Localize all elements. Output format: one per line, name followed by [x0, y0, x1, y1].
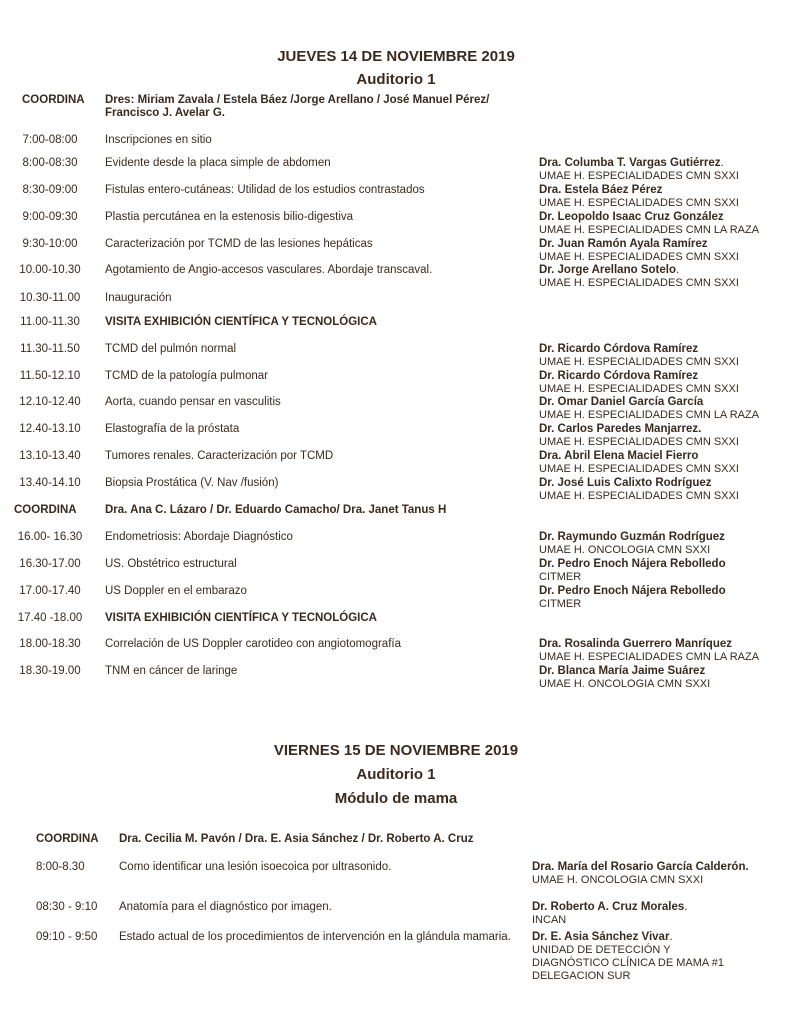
session-topic: Endometriosis: Abordaje Diagnóstico — [105, 531, 293, 543]
speaker-institution: UMAE H. ONCOLOGIA CMN SXXI — [532, 874, 704, 886]
time-slot: 9:00-09:30 — [22, 211, 78, 223]
time-slot: 17.40 -18.00 — [17, 612, 83, 624]
speaker-name: Dr. Jorge Arellano Sotelo. — [539, 264, 680, 276]
session-topic: Fistulas entero-cutáneas: Utilidad de los estudios contrastados — [105, 184, 425, 196]
coord2-text: Dra. Ana C. Lázaro / Dr. Eduardo Camacho/ Dra. Janet Tanus H — [105, 504, 447, 516]
speaker-name: Dra. Rosalinda Guerrero Manríquez — [539, 638, 732, 650]
day1-title: JUEVES 14 DE NOVIEMBRE 2019 — [277, 48, 515, 65]
time-slot: 10.30-11.00 — [19, 292, 81, 304]
session-topic: Anatomía para el diagnóstico por imagen. — [119, 901, 332, 913]
speaker-institution: UNIDAD DE DETECCIÓN Y — [532, 944, 671, 956]
day2-coord-text: Dra. Cecilia M. Pavón / Dra. E. Asia Sánchez / Dr. Roberto A. Cruz — [119, 833, 474, 845]
time-slot: 11.30-11.50 — [20, 343, 80, 355]
session-topic: TCMD de la patología pulmonar — [105, 370, 268, 382]
session-topic: Biopsia Prostática (V. Nav /fusión) — [105, 477, 279, 489]
session-topic: VISITA EXHIBICIÓN CIENTÍFICA Y TECNOLÓGICA — [105, 612, 377, 624]
speaker-name: Dra. Estela Báez Pérez — [539, 184, 663, 196]
time-slot: 09:10 - 9:50 — [36, 931, 98, 943]
speaker-institution: UMAE H. ESPECIALIDADES CMN SXXI — [539, 251, 739, 263]
coord1-line2: Francisco J. Avelar G. — [105, 107, 225, 119]
day2-venue: Auditorio 1 — [356, 766, 436, 783]
speaker-institution: UMAE H. ESPECIALIDADES CMN SXXI — [539, 277, 739, 289]
session-topic: Inscripciones en sitio — [105, 134, 212, 146]
session-topic: Evidente desde la placa simple de abdomen — [105, 157, 331, 169]
time-slot: 8:00-8.30 — [36, 861, 85, 873]
speaker-name: Dr. Juan Ramón Ayala Ramírez — [539, 238, 708, 250]
day2-module: Módulo de mama — [334, 790, 458, 807]
time-slot: 10.00-10.30 — [19, 264, 81, 276]
speaker-name: Dr. Raymundo Guzmán Rodríguez — [539, 531, 725, 543]
speaker-name: Dr. Ricardo Córdova Ramírez — [539, 343, 699, 355]
speaker-institution: UMAE H. ESPECIALIDADES CMN LA RAZA — [539, 651, 760, 663]
time-slot: 11.00-11.30 — [20, 316, 80, 328]
time-slot: 16.00- 16.30 — [17, 531, 83, 543]
speaker-institution: DELEGACION SUR — [532, 970, 631, 982]
session-topic: TCMD del pulmón normal — [105, 343, 237, 355]
session-topic: Como identificar una lesión isoecoica por ultrasonido. — [119, 861, 392, 873]
speaker-name: Dra. María del Rosario García Calderón. — [532, 861, 749, 873]
coord1-label: COORDINA — [22, 94, 85, 106]
time-slot: 12.10-12.40 — [19, 396, 81, 408]
time-slot: 8:30-09:00 — [22, 184, 78, 196]
speaker-institution: UMAE H. ESPECIALIDADES CMN LA RAZA — [539, 224, 760, 236]
coord1-line1: Dres: Miriam Zavala / Estela Báez /Jorge Arellano / José Manuel Pérez/ — [105, 94, 490, 106]
time-slot: 08:30 - 9:10 — [36, 901, 98, 913]
speaker-name: Dr. Omar Daniel García García — [539, 396, 704, 408]
speaker-institution: UMAE H. ONCOLOGIA CMN SXXI — [539, 678, 711, 690]
speaker-institution: UMAE H. ESPECIALIDADES CMN SXXI — [539, 356, 739, 368]
speaker-institution: UMAE H. ESPECIALIDADES CMN SXXI — [539, 197, 739, 209]
speaker-name: Dr. Ricardo Córdova Ramírez — [539, 370, 699, 382]
session-topic: Estado actual de los procedimientos de intervención en la glándula mamaria. — [119, 931, 511, 943]
session-topic: Inauguración — [105, 292, 172, 304]
session-topic: Tumores renales. Caracterización por TCMD — [105, 450, 334, 462]
time-slot: 18.30-19.00 — [19, 665, 81, 677]
time-slot: 7:00-08:00 — [22, 134, 78, 146]
session-topic: Elastografía de la próstata — [105, 423, 240, 435]
speaker-institution: CITMER — [539, 571, 582, 583]
session-topic: Correlación de US Doppler carotideo con angiotomografía — [105, 638, 401, 650]
speaker-name: Dr. Carlos Paredes Manjarrez. — [539, 423, 702, 435]
session-topic: US Doppler en el embarazo — [105, 585, 247, 597]
time-slot: 12.40-13.10 — [19, 423, 81, 435]
speaker-institution: DIAGNÓSTICO CLÍNICA DE MAMA #1 — [532, 957, 724, 969]
speaker-institution: UMAE H. ESPECIALIDADES CMN SXXI — [539, 463, 739, 475]
speaker-institution: UMAE H. ESPECIALIDADES CMN LA RAZA — [539, 409, 760, 421]
speaker-institution: UMAE H. ESPECIALIDADES CMN SXXI — [539, 436, 739, 448]
session-topic: Aorta, cuando pensar en vasculitis — [105, 396, 281, 408]
speaker-name: Dr. Leopoldo Isaac Cruz González — [539, 211, 724, 223]
coord2-label: COORDINA — [14, 504, 77, 516]
speaker-name: Dr. Blanca María Jaime Suárez — [539, 665, 706, 677]
speaker-name: Dra. Abril Elena Maciel Fierro — [539, 450, 699, 462]
session-topic: Plastia percutánea en la estenosis bilio-digestiva — [105, 211, 354, 223]
day2-coord-label: COORDINA — [36, 833, 99, 845]
time-slot: 13.40-14.10 — [19, 477, 81, 489]
time-slot: 18.00-18.30 — [19, 638, 81, 650]
speaker-name: Dr. E. Asia Sánchez Vivar. — [532, 931, 673, 943]
session-topic: VISITA EXHIBICIÓN CIENTÍFICA Y TECNOLÓGICA — [105, 316, 377, 328]
speaker-institution: UMAE H. ESPECIALIDADES CMN SXXI — [539, 490, 739, 502]
speaker-name: Dr. José Luis Calixto Rodríguez — [539, 477, 712, 489]
speaker-institution: INCAN — [532, 914, 567, 926]
session-topic: Caracterización por TCMD de las lesiones hepáticas — [105, 238, 373, 250]
speaker-institution: UMAE H. ONCOLOGIA CMN SXXI — [539, 544, 711, 556]
time-slot: 8:00-08:30 — [22, 157, 78, 169]
day2-title: VIERNES 15 DE NOVIEMBRE 2019 — [273, 742, 519, 759]
session-topic: US. Obstétrico estructural — [105, 558, 237, 570]
speaker-name: Dr. Pedro Enoch Nájera Rebolledo — [539, 585, 726, 597]
time-slot: 16.30-17.00 — [19, 558, 81, 570]
speaker-name: Dr. Roberto A. Cruz Morales. — [532, 901, 688, 913]
speaker-institution: CITMER — [539, 598, 582, 610]
day1-venue: Auditorio 1 — [356, 71, 436, 88]
speaker-institution: UMAE H. ESPECIALIDADES CMN SXXI — [539, 170, 739, 182]
session-topic: TNM en cáncer de laringe — [105, 665, 238, 677]
time-slot: 13.10-13.40 — [19, 450, 81, 462]
time-slot: 11.50-12.10 — [19, 370, 81, 382]
speaker-name: Dr. Pedro Enoch Nájera Rebolledo — [539, 558, 726, 570]
speaker-institution: UMAE H. ESPECIALIDADES CMN SXXI — [539, 383, 739, 395]
time-slot: 17.00-17.40 — [19, 585, 81, 597]
speaker-name: Dra. Columba T. Vargas Gutiérrez. — [539, 157, 724, 169]
time-slot: 9:30-10:00 — [22, 238, 78, 250]
session-topic: Agotamiento de Angio-accesos vasculares. Abordaje transcaval. — [105, 264, 433, 276]
